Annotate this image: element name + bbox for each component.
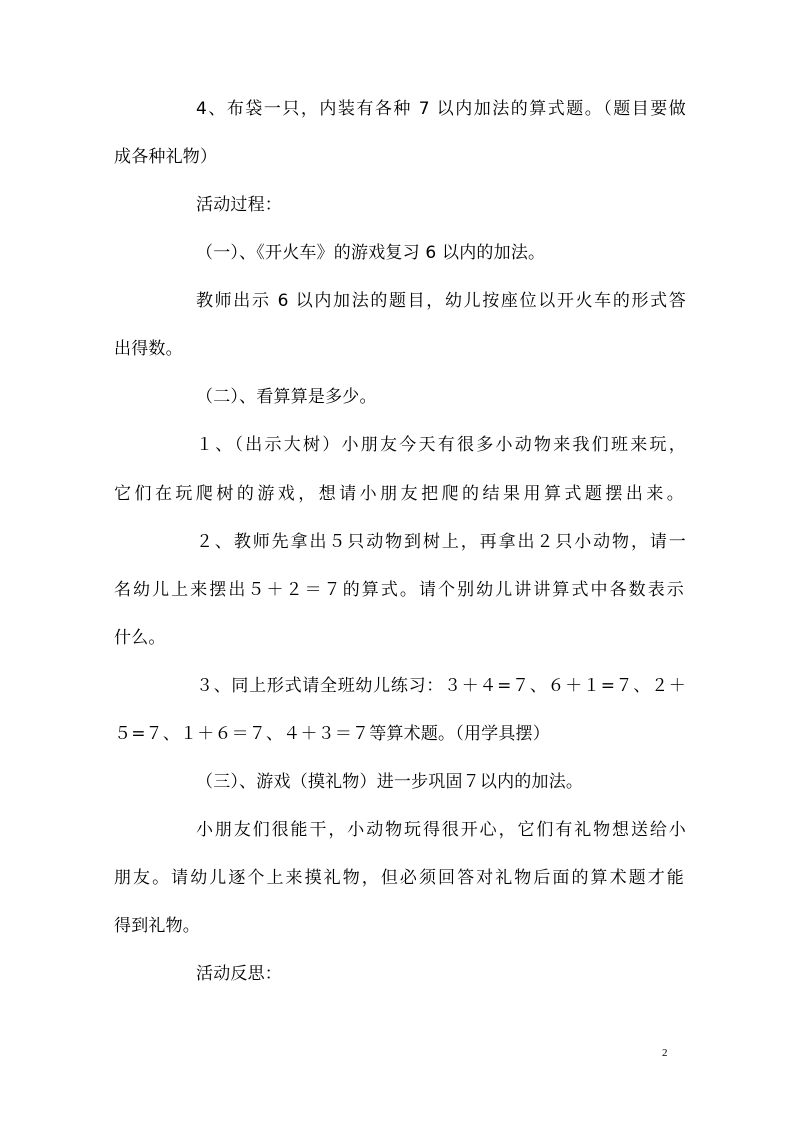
paragraph-line: 4、布袋一只，内装有各种 7 以内加法的算式题。（题目要做 xyxy=(196,99,686,119)
page-number: 2 xyxy=(662,1047,668,1059)
paragraph-line: 成各种礼物） xyxy=(114,147,218,167)
paragraph-line: ２、教师先拿出５只动物到树上，再拿出２只小动物，请一 xyxy=(196,532,686,552)
paragraph-line: 小朋友们很能干，小动物玩得很开心，它们有礼物想送给小 xyxy=(196,820,686,840)
section-heading: 活动过程： xyxy=(196,195,282,215)
paragraph-line: 朋友。请幼儿逐个上来摸礼物，但必须回答对礼物后面的算术题才能 xyxy=(114,868,684,888)
paragraph-line: ３、同上形式请全班幼儿练习：３＋４=７、６＋１=７、２＋ xyxy=(196,676,686,696)
paragraph-line: 教师出示 6 以内加法的题目，幼儿按座位以开火车的形式答 xyxy=(196,291,686,311)
section-heading: （一）、《开火车》的游戏复习 6 以内的加法。 xyxy=(196,243,546,263)
section-heading: （二）、看算算是多少。 xyxy=(196,387,377,407)
paragraph-line: 什么。 xyxy=(114,628,166,648)
section-heading: （三）、游戏（摸礼物）进一步巩固７以内的加法。 xyxy=(196,772,584,792)
paragraph-line: 它们在玩爬树的游戏，想请小朋友把爬的结果用算式题摆出来。 xyxy=(114,484,684,504)
paragraph-line: 得到礼物。 xyxy=(114,916,200,936)
paragraph-line: １、（出示大树）小朋友今天有很多小动物来我们班来玩， xyxy=(196,435,686,455)
section-heading: 活动反思： xyxy=(196,964,282,984)
paragraph-line: 名幼儿上来摆出５＋２＝７的算式。请个别幼儿讲讲算式中各数表示 xyxy=(114,580,684,600)
paragraph-line: 出得数。 xyxy=(114,339,183,359)
paragraph-line: ５=７、１＋６＝７、４＋３＝７等算术题。（用学具摆） xyxy=(114,724,550,744)
